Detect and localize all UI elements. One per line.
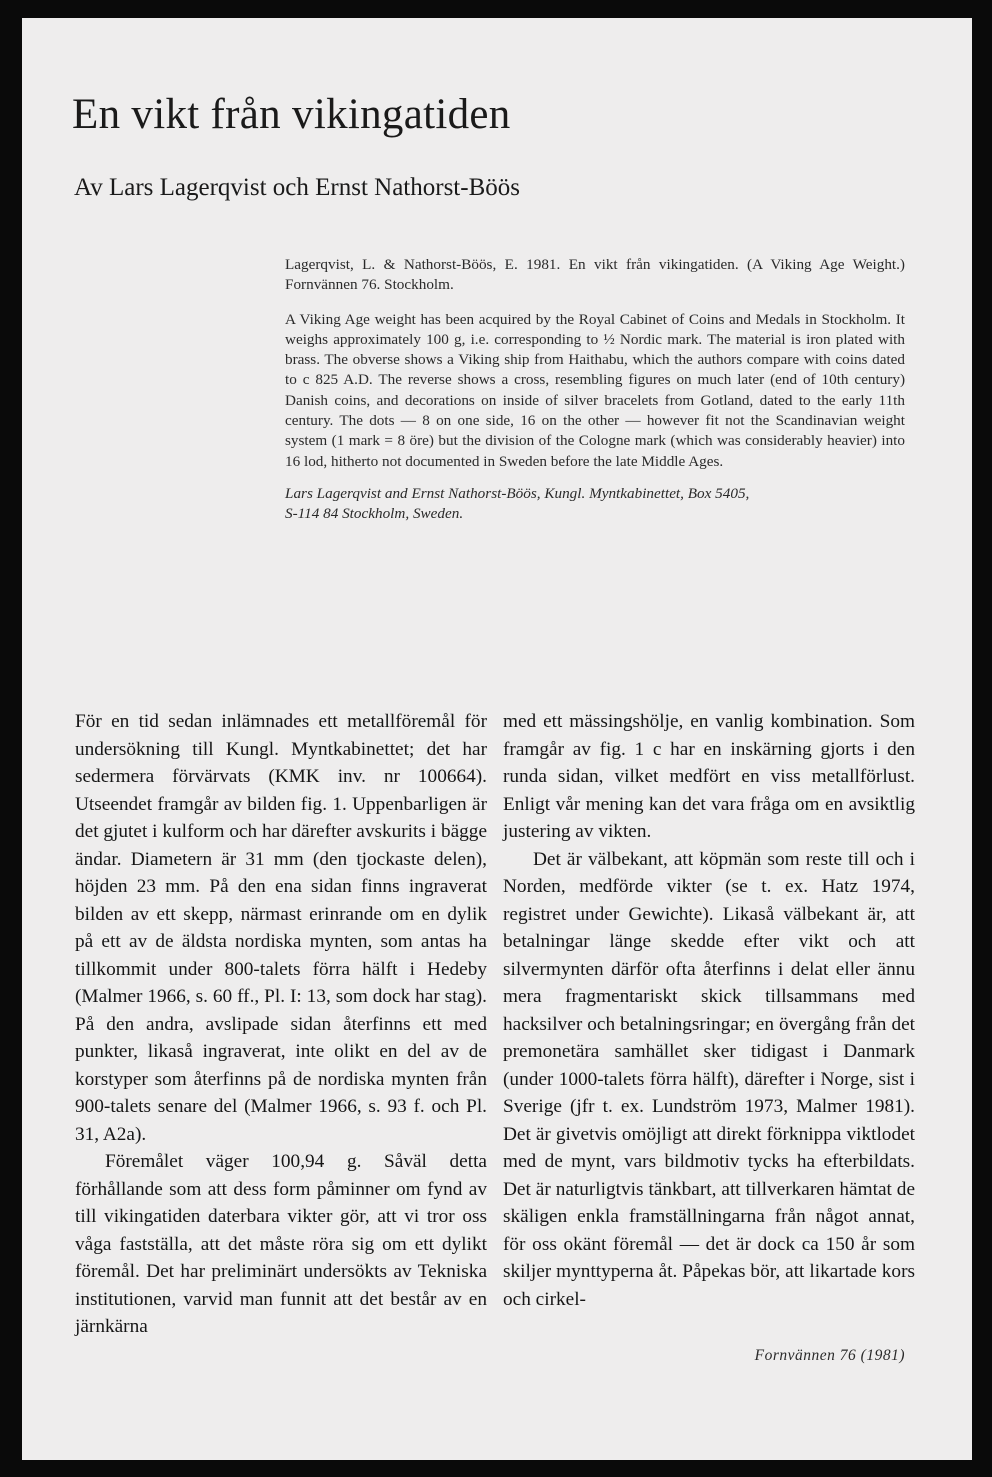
journal-footer: Fornvännen 76 (1981) (754, 1347, 905, 1364)
abstract-summary: A Viking Age weight has been acquired by the Royal Cabinet of Coins and Medals in Stockholm. It weighs approximately 100 g, i.e. corresponding to ½ Nordic mark. The material is iron plated with brass. The obverse shows a Viking ship from Haithabu, which the authors compare with coins dated to c 825 A.D. The reverse shows a cross, resembling figures on much later (end of 10th century) Danish coins, and decorations on inside of silver bracelets from Gotland, dated to the early 11th century. The dots — 8 on one side, 16 on the other — however fit not the Scandinavian weight system (1 mark = 8 öre) but the division of the Cologne mark (which was considerably heavier) into 16 lod, hitherto not documented in Sweden before the late Middle Ages. (285, 310, 905, 470)
journal-page (22, 18, 972, 1460)
author-affiliation: Lars Lagerqvist and Ernst Nathorst-Böös, Kungl. Myntkabinettet, Box 5405, S-114 84 Stockholm, Sweden. (285, 484, 750, 523)
body-column-right (503, 708, 915, 1313)
body-paragraph: Föremålet väger 100,94 g. Såväl detta förhållande som att dess form påminner om fynd av till vikingatiden daterbara vikter gör, att vi tror oss våga fastställa, att det måste röra sig om ett dylikt föremål. Det har preliminärt undersökts av Tekniska institutionen, varvid man funnit att det består av en järnkärna (75, 1151, 487, 1337)
body-column-left (75, 708, 487, 1341)
body-paragraph: Det är välbekant, att köpmän som reste till och i Norden, medförde vikter (se t. ex. Hatz 1974, registret under Gewichte). Likaså välbekant är, att betalningar länge skedde efter vikt och att silvermynten därför ofta återfinns i delat eller ännu mera fragmentariskt skick tillsammans med hacksilver och betalningsringar; en övergång från det premonetära samhället sker tidigast i Danmark (under 1000-talets förra hälft), därefter i Norge, sist i Sverige (jfr t. ex. Lundström 1973, Malmer 1981). Det är givetvis omöjligt att direkt förknippa viktlodet med de mynt, vars bildmotiv tycks ha efterbildats. Det är naturligtvis tänkbart, att tillverkaren hämtat de skäligen enkla framställningarna från något annat, för oss okänt föremål — det är dock ca 150 år som skiljer mynttyperna åt. Påpekas bör, att likartade kors och cirkel- (503, 848, 915, 1310)
body-paragraph: För en tid sedan inlämnades ett metallföremål för undersökning till Kungl. Myntkabinettet; det har sedermera förvärvats (KMK inv. nr 100664). Utseendet framgår av bilden fig. 1. Uppenbarligen är det gjutet i kulform och har därefter avskurits i bägge ändar. Diametern är 31 mm (den tjockaste delen), höjden 23 mm. På den ena sidan finns ingraverat bilden av ett skepp, närmast erinrande om en dylik på ett av de äldsta nordiska mynten, som antas ha tillkommit under 800-talets förra hälft i Hedeby (Malmer 1966, s. 60 ff., Pl. I: 13, som dock har stag). På den andra, avslipade sidan återfinns ett med punkter, likaså ingraverat, inte olikt en del av de korstyper som återfinns på de nordiska mynten från 900-talets senare del (Malmer 1966, s. 93 f. och Pl. 31, A2a). (75, 711, 487, 1145)
article-authors: Av Lars Lagerqvist och Ernst Nathorst-Böös (74, 174, 520, 201)
abstract-block (285, 255, 905, 525)
abstract-citation: Lagerqvist, L. & Nathorst-Böös, E. 1981. En vikt från vikingatiden. (A Viking Age Weight.) Fornvännen 76. Stockholm. (285, 256, 905, 294)
body-paragraph: med ett mässingshölje, en vanlig kombination. Som framgår av fig. 1 c har en inskärning gjorts i den runda sidan, vilket medfört en viss metallförlust. Enligt vår mening kan det vara fråga om en avsiktlig justering av vikten. (503, 711, 915, 842)
scan-border-bottom (0, 1460, 992, 1477)
scan-border-right (972, 0, 992, 1477)
scan-border-top (0, 0, 992, 18)
scan-border-left (0, 0, 22, 1477)
article-title: En vikt från vikingatiden (72, 91, 511, 138)
